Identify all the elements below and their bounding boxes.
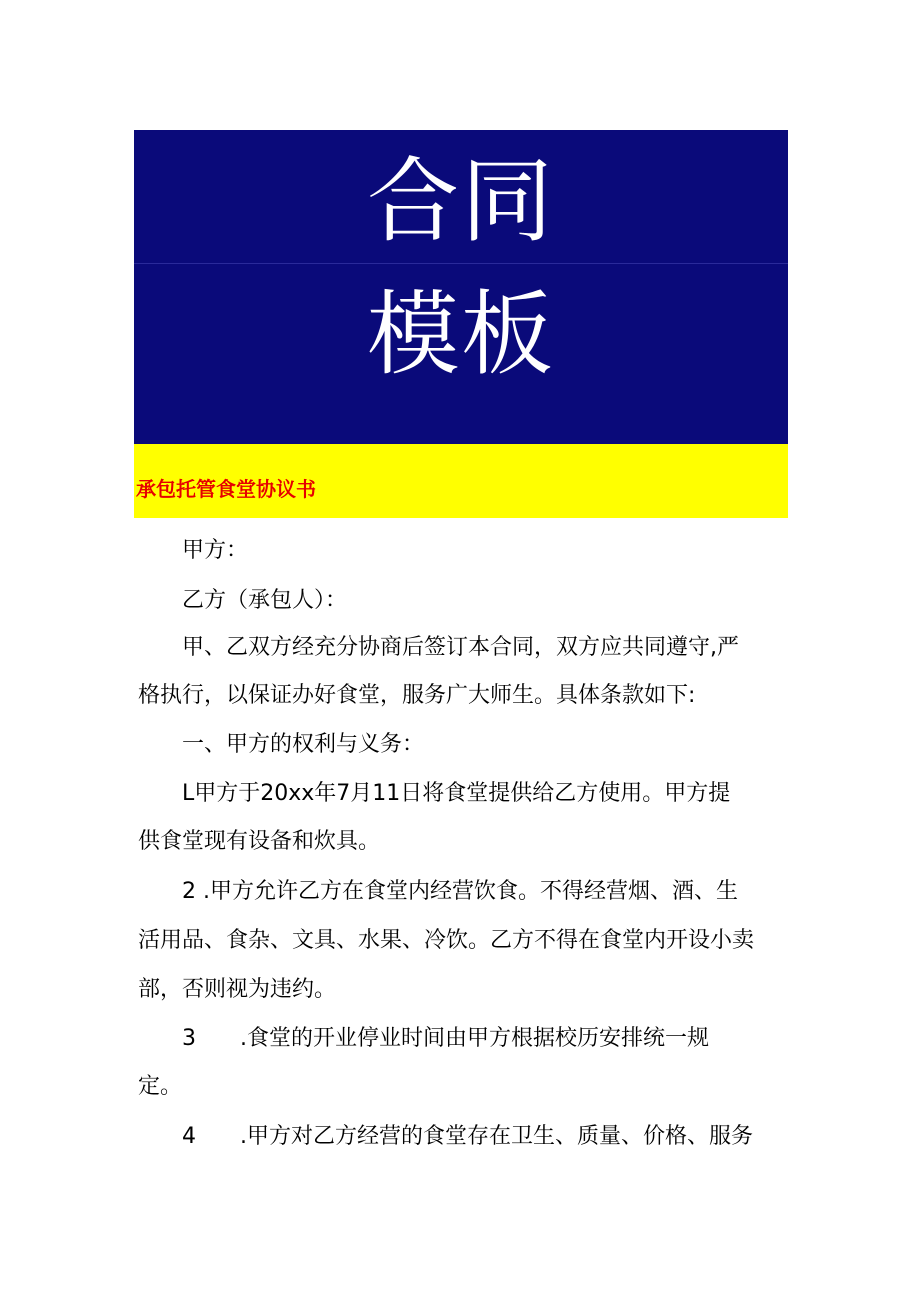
paragraph-line: L甲方于20xx年7月11日将食堂提供给乙方使用。甲方提 [138, 781, 731, 806]
party-b-line: 乙方（承包人）： [138, 588, 348, 613]
title-banner [134, 444, 788, 518]
cover-block [134, 130, 788, 444]
paragraph-line: 格执行，以保证办好食堂，服务广大师生。具体条款如下: [138, 683, 696, 708]
cover-title-line1: 合同 [366, 148, 555, 255]
cover-divider [134, 263, 788, 264]
document-title: 承包托管食堂协议书 [136, 477, 316, 501]
paragraph-line: 3 .食堂的开业停业时间由甲方根据校历安排统一规 [138, 1026, 709, 1051]
paragraph-line: 4 .甲方对乙方经营的食堂存在卫生、质量、价格、服务 [138, 1124, 753, 1149]
paragraph-line: 部，否则视为违约。 [138, 977, 337, 1002]
paragraph-line: 2 .甲方允许乙方在食堂内经营饮食。不得经营烟、酒、生 [138, 879, 738, 904]
party-a-line: 甲方： [138, 538, 249, 563]
section-heading: 一、甲方的权利与义务： [138, 732, 425, 757]
paragraph-line: 定。 [138, 1074, 183, 1099]
paragraph-line: 甲、乙双方经充分协商后签订本合同，双方应共同遵守,严 [138, 635, 739, 660]
cover-title-line2: 模板 [366, 281, 555, 388]
paragraph-line: 供食堂现有设备和炊具。 [138, 829, 381, 854]
paragraph-line: 活用品、食杂、文具、水果、冷饮。乙方不得在食堂内开设小卖 [138, 928, 755, 953]
